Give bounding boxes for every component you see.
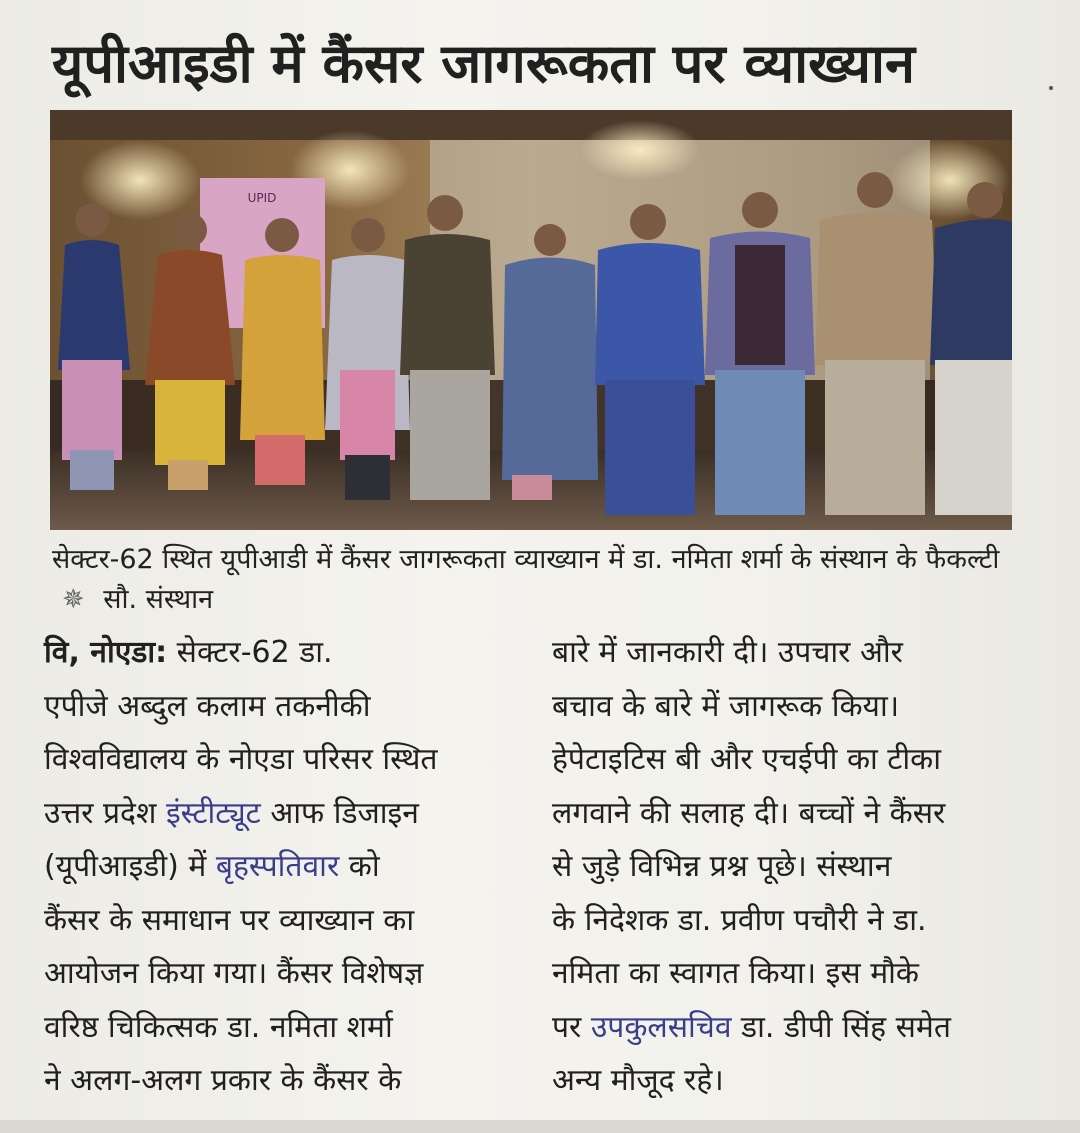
highlighted-term: इंस्टीट्यूट (165, 795, 261, 831)
standee-banner-text: UPID (247, 191, 277, 205)
body-line: ने अलग-अलग प्रकार के कैंसर के (44, 1063, 402, 1098)
photo-caption (52, 540, 1012, 620)
body-line: उत्तर प्रदेश (44, 795, 157, 831)
body-line: से जुड़े विभिन्न प्रश्न पूछे। संस्थान (552, 849, 892, 884)
body-line: लगवाने की सलाह दी। बच्चों ने कैंसर (552, 795, 946, 831)
body-line: हेपेटाइटिस बी और एचईपी का टीका (552, 742, 941, 777)
caption-text: सेक्टर-62 स्थित यूपीआडी में कैंसर जागरूकता व्याख्यान में डा. नमिता शर्मा के संस्थान के फैकल्टी (52, 544, 1000, 575)
article-body-left-column (44, 626, 514, 1108)
dateline: वि, नोएडा: (44, 635, 168, 670)
person-7 (595, 204, 705, 515)
article-headline: यूपीआइडी में कैंसर जागरूकता पर व्याख्यान (52, 32, 915, 95)
group-photo-illustration (50, 110, 1012, 530)
body-line: पर (552, 1009, 582, 1045)
caption-credit: सौ. संस्थान (103, 584, 214, 615)
body-line: कैंसर के समाधान पर व्याख्यान का (44, 902, 415, 938)
body-line: के निदेशक डा. प्रवीण पचौरी ने डा. (552, 902, 927, 938)
camera-icon: ✵ (62, 584, 85, 615)
body-line: बचाव के बारे में जागरूक किया। (552, 688, 900, 724)
body-line: आयोजन किया गया। कैंसर विशेषज्ञ (44, 956, 424, 991)
person-9 (815, 172, 938, 515)
body-line: एपीजे अब्दुल कलाम तकनीकी (44, 688, 371, 724)
person-8 (705, 192, 815, 515)
body-line: विश्वविद्यालय के नोएडा परिसर स्थित (44, 742, 438, 777)
body-line: सेक्टर-62 डा. (176, 635, 333, 670)
body-line: वरिष्ठ चिकित्सक डा. नमिता शर्मा (44, 1009, 393, 1045)
person-10 (930, 182, 1012, 515)
body-line: नमिता का स्वागत किया। इस मौके (552, 956, 919, 991)
body-line: आफ डिजाइन (270, 795, 419, 831)
body-line: (यूपीआइडी) में (44, 849, 207, 884)
article-body-right-column (552, 626, 1032, 1108)
highlighted-term: उपकुलसचिव (590, 1009, 732, 1045)
person-6 (502, 224, 598, 500)
article-photo (50, 110, 1012, 530)
highlighted-term: बृहस्पतिवार (215, 849, 340, 884)
body-line: को (348, 849, 380, 884)
body-line: डा. डीपी सिंह समेत (741, 1009, 951, 1045)
print-speck (1049, 86, 1053, 90)
page-edge (0, 1120, 1080, 1133)
body-line: अन्य मौजूद रहे। (552, 1063, 724, 1098)
person-5 (400, 195, 495, 500)
body-line: बारे में जानकारी दी। उपचार और (552, 635, 903, 670)
